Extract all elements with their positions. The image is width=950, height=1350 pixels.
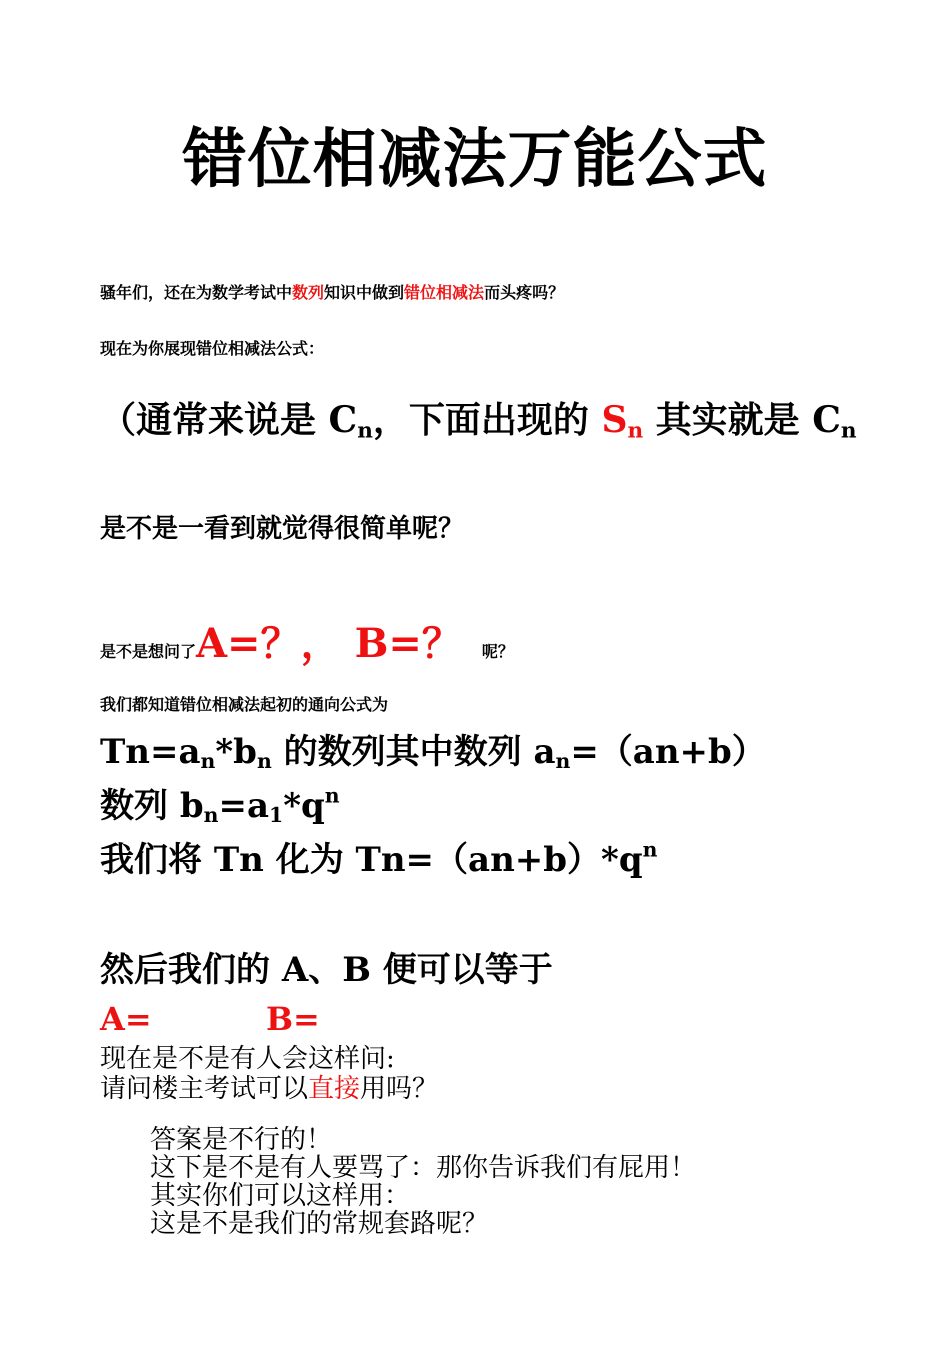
answer-line-2: 这下是不是有人要骂了：那你告诉我们有屁用！ (150, 1153, 697, 1183)
b-label: B= (266, 1000, 320, 1038)
f1-sub1: n (200, 749, 216, 774)
f3-sup: n (642, 837, 658, 862)
intro-mid: 知识中做到 (324, 283, 405, 302)
question-block (100, 1044, 438, 1104)
intro-paragraph (100, 280, 564, 303)
f1-sub3: n (555, 749, 571, 774)
answer-line-3: 其实你们可以这样用： (150, 1181, 411, 1211)
note-mid: ，下面出现的 (372, 399, 602, 441)
known-line: 我们都知道错位相减法起初的通向公式为 (100, 695, 389, 714)
formula-bn (100, 778, 340, 827)
f1-part1: Tn=a (100, 732, 201, 772)
f2-sub1: n (203, 803, 219, 828)
ask-a: A=？， (196, 620, 341, 667)
answer-line-4: 这是不是我们的常规套路呢？ (150, 1209, 489, 1239)
note-sub-3: n (840, 418, 857, 444)
a-label: A= (100, 1000, 152, 1038)
question-l2-highlight: 直接 (308, 1074, 361, 1104)
note-sub-1: n (357, 418, 373, 444)
intro-prefix: 骚年们，还在为数学考试中 (100, 283, 293, 302)
f1-part4: =（an+b） (570, 732, 766, 772)
formula-tn (100, 724, 766, 773)
intro-suffix: 而头疼吗？ (484, 283, 565, 302)
ask-prefix: 是不是想问了 (100, 642, 197, 661)
question-line-2 (100, 1074, 438, 1104)
simple-question: 是不是一看到就觉得很简单呢？ (100, 514, 465, 544)
ask-suffix: 呢？ (481, 642, 514, 661)
intro-highlight-sequence: 数列 (292, 283, 325, 302)
f2-part1: 数列 b (100, 786, 204, 826)
ask-line (100, 612, 514, 667)
note-mid2: 其实就是 C (643, 399, 841, 441)
show-line: 现在为你展现错位相减法公式： (100, 339, 325, 358)
f1-part3: 的数列其中数列 a (271, 732, 556, 772)
f2-part3: *q (283, 786, 325, 826)
formula-transform (100, 832, 657, 881)
page-title: 错位相减法万能公式 (182, 123, 768, 197)
then-line: 然后我们的 A、B 便可以等于 (100, 950, 553, 990)
ask-b: B=？ (354, 620, 462, 667)
intro-highlight-method: 错位相减法 (404, 283, 485, 302)
note-s: S (601, 399, 628, 441)
note-open: （通常来说是 C (100, 399, 358, 441)
question-line-1: 现在是不是有人会这样问: (100, 1044, 395, 1074)
f1-part2: *b (215, 732, 257, 772)
f2-sup: n (324, 783, 340, 808)
question-l2-prefix: 请问楼主考试可以 (100, 1074, 309, 1104)
note-sub-2: n (627, 418, 644, 444)
note-line (100, 392, 857, 443)
f2-part2: =a (218, 786, 269, 826)
f3-part1: 我们将 Tn 化为 Tn=（an+b）*q (100, 840, 643, 880)
f2-sub2: 1 (268, 803, 284, 828)
answer-block (150, 1126, 696, 1238)
f1-sub2: n (256, 749, 272, 774)
answer-line-1: 答案是不行的！ (150, 1125, 333, 1155)
question-l2-suffix: 用吗？ (360, 1074, 439, 1104)
